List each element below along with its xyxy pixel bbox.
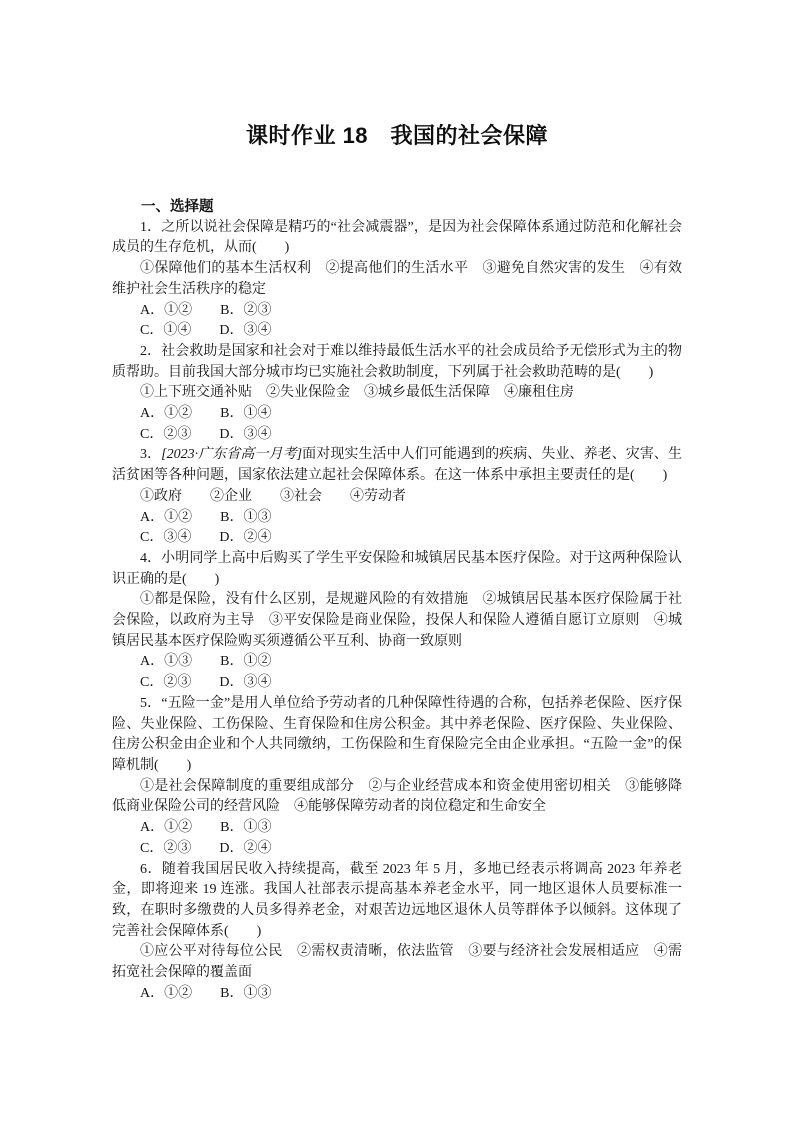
answer-options-row: C．②③ D．③④ (140, 675, 272, 691)
question-4 (112, 549, 682, 694)
question-source: [2023·广东省高一月考] (161, 447, 303, 463)
question-stem-text: 随着我国居民收入持续提高，截至 2023 年 5 月，多地已经表示将调高 2023 年养老金，即将迎来 19 连涨。我国人社部表示提高基本养老金水平，同一地区退休人员要标准一致，在职时多缴费的人员多得养老金，对艰苦边远地区退休人员等群体予以倾斜。这体现了完善社会保障体系( ) (112, 861, 683, 939)
question-choices: ①上下班交通补贴 ②失业保险金 ③城乡最低生活保障 ④廉租住房 (140, 385, 574, 401)
question-stem-text: “五险一金”是用人单位给予劳动者的几种保障性待遇的合称，包括养老保险、医疗保险、失业保险、工伤保险、生育保险和住房公积金。其中养老保险、医疗保险、失业保险、住房公积金由企业和个人共同缴纳，工伤保险和生育保险完全由企业承担。“五险一金”的保障机制( ) (112, 695, 682, 773)
answer-options-row: A．①② B．②③ (140, 302, 272, 318)
question-stem (112, 218, 682, 259)
question-number: 1． (140, 219, 162, 235)
question-3 (112, 445, 682, 549)
question-choices: ①保障他们的基本生活权利 ②提高他们的生活水平 ③避免自然灾害的发生 ④有效维护社会生活秩序的稳定 (112, 261, 682, 297)
question-number: 3． (140, 447, 162, 463)
section-heading: 一、选择题 (141, 199, 214, 215)
answer-options-row: A．①② B．①③ (140, 820, 272, 836)
question-stem-text: 社会救助是国家和社会对于难以维持最低生活水平的社会成员给予无偿形式为主的物质帮助。目前我国大部分城市均已实施社会救助制度，下列属于社会救助范畴的是( ) (112, 343, 683, 380)
question-number: 5． (140, 695, 162, 711)
question-choices: ①都是保险，没有什么区别，是规避风险的有效措施 ②城镇居民基本医疗保险属于社会保险，以政府为主导 ③平安保险是商业保险，投保人和保险人遵循自愿订立原则 ④城镇居民基本医疗保险购买须遵循公平互利、协商一致原则 (112, 592, 682, 649)
question-choices: ①政府 ②企业 ③社会 ④劳动者 (140, 488, 406, 504)
question-2 (112, 342, 682, 446)
question-stem-text: 面对现实生活中人们可能遇到的疾病、失业、养老、灾害、生活贫困等各种问题，国家依法建立起社会保障体系。在这一体系中承担主要责任的是( ) (112, 447, 683, 484)
question-stem (112, 694, 682, 777)
question-6 (112, 860, 682, 1005)
answer-options-row: C．①④ D．③④ (140, 323, 272, 339)
question-number: 2． (140, 343, 162, 359)
answer-options-row: A．①② B．①③ (140, 509, 272, 525)
question-stem (112, 445, 682, 486)
answer-options-row: C．③④ D．②④ (140, 530, 272, 546)
question-stem (112, 549, 682, 590)
question-choices: ①应公平对待每位公民 ②需权责清晰，依法监管 ③要与经济社会发展相适应 ④需拓宽社会保障的覆盖面 (112, 944, 682, 981)
answer-options-row: A．①② B．①④ (140, 406, 272, 422)
question-1 (112, 218, 682, 342)
question-stem-text: 小明同学上高中后购买了学生平安保险和城镇居民基本医疗保险。对于这两种保险认识正确的是( ) (112, 550, 683, 587)
question-number: 4． (140, 550, 162, 566)
question-stem (112, 860, 682, 943)
question-5 (112, 694, 682, 860)
question-stem-text: 之所以说社会保障是精巧的“社会减震器”，是因为社会保障体系通过防范和化解社会成员的生存危机，从而( ) (112, 219, 682, 256)
answer-options-row: C．②③ D．③④ (140, 426, 272, 442)
question-stem (112, 342, 682, 383)
question-number: 6． (140, 861, 162, 877)
answer-options-row: A．①② B．①③ (140, 985, 272, 1001)
question-choices: ①是社会保障制度的重要组成部分 ②与企业经营成本和资金使用密切相关 ③能够降低商业保险公司的经营风险 ④能够保障劳动者的岗位稳定和生命安全 (112, 778, 682, 815)
page-title: 课时作业 18 我国的社会保障 (245, 123, 549, 148)
answer-options-row: C．②③ D．②④ (140, 840, 272, 856)
answer-options-row: A．①③ B．①② (140, 654, 272, 670)
